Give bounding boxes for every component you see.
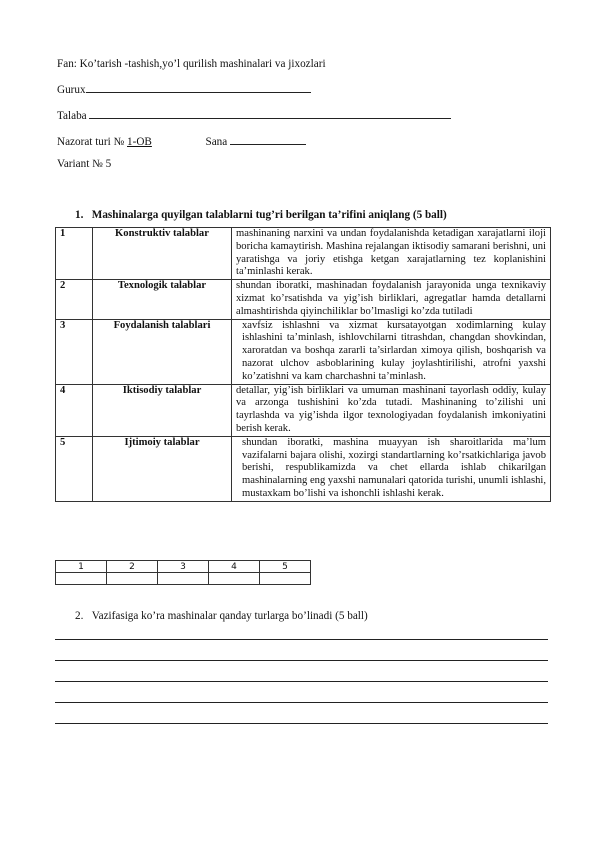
requirement-description: mashinaning narxini va undan foydalanishda ketadigan xarajatlarni iloji boricha kamaytirish. Mashina rejalangan iktisodiy samarani berishni, uni yaratishga va joriy etishga ketgan xarajatlarning tez koplanishini ta’minlashi kerak. bbox=[232, 228, 551, 280]
answer-cell[interactable] bbox=[107, 573, 158, 585]
row-number: 5 bbox=[56, 436, 93, 501]
control-type-label: Nazorat turi № bbox=[57, 136, 125, 148]
date-label: Sana bbox=[205, 136, 228, 148]
table-row bbox=[56, 280, 551, 319]
answer-header-cell: 2 bbox=[107, 561, 158, 573]
answer-cell[interactable] bbox=[209, 573, 260, 585]
answer-header-cell: 5 bbox=[260, 561, 311, 573]
requirement-description: xavfsiz ishlashni va xizmat kursatayotgan xodimlarning kulay ishlashini ta’minlash, ishlovchilarni titrashdan, changdan shovkindan, xaroratdan va boshqa zararli ta’sirlardan ximoya qilish, boshqarish va nazorat ulchov asboblarining kulay joylashtirilishi, atrofni yaxshi ko’zatishni va kam charchashni ta’minlash. bbox=[232, 319, 551, 384]
question-1 bbox=[75, 209, 447, 221]
row-number: 2 bbox=[56, 280, 93, 319]
requirement-name: Konstruktiv talablar bbox=[93, 228, 232, 280]
answer-line[interactable] bbox=[55, 723, 548, 724]
answer-input-row bbox=[56, 573, 311, 585]
answer-cell[interactable] bbox=[158, 573, 209, 585]
requirement-name: Iktisodiy talablar bbox=[93, 384, 232, 436]
variant-line bbox=[57, 158, 111, 170]
answer-table bbox=[55, 560, 311, 585]
student-line bbox=[57, 108, 451, 122]
answer-line[interactable] bbox=[55, 702, 548, 703]
requirement-name: Texnologik talablar bbox=[93, 280, 232, 319]
subject-text: Fan: Ko’tarish -tashish,yo’l qurilish mashinalari va jixozlari bbox=[57, 58, 326, 70]
answer-line[interactable] bbox=[55, 639, 548, 640]
table-row bbox=[56, 436, 551, 501]
table-row bbox=[56, 319, 551, 384]
control-type-value: 1-OB bbox=[127, 136, 152, 148]
requirement-description: detallar, yig’ish birliklari va umuman mashinani tayorlash oddiy, kulay va arzonga tushishini ko’zda tutadi. Mashinaning to’zilishi uni tayrlashda va yig’ishda ilgor texnologiyadan foydalanish imkoniyatini berish kerak. bbox=[232, 384, 551, 436]
variant-text: Variant № 5 bbox=[57, 158, 112, 170]
answer-line[interactable] bbox=[55, 660, 548, 661]
answer-header-cell: 1 bbox=[56, 561, 107, 573]
requirement-name: Foydalanish talablari bbox=[93, 319, 232, 384]
subject-line bbox=[57, 58, 326, 70]
table-row bbox=[56, 384, 551, 436]
answer-cell[interactable] bbox=[260, 573, 311, 585]
requirements-table bbox=[55, 227, 551, 502]
requirement-description: shundan iboratki, mashina muayyan ish sharoitlarida ma’lum vazifalarni bajara olishi, xozirgi standartlarning ko’rsatkichlariga javob berishi, respublikamizda va chet ellarda ishlab chikarilgan mashinalarning eng yaxshi namunalari qatorida turishi, unumli ishlashi, mustaxkam bo’lishi va ishonchli ishlashi kerak. bbox=[232, 436, 551, 501]
group-field[interactable] bbox=[86, 82, 311, 93]
row-number: 3 bbox=[56, 319, 93, 384]
date-field[interactable] bbox=[230, 134, 306, 145]
question-2 bbox=[75, 610, 368, 622]
group-label: Gurux bbox=[57, 84, 86, 96]
requirement-name: Ijtimoiy talablar bbox=[93, 436, 232, 501]
row-number: 1 bbox=[56, 228, 93, 280]
requirement-description: shundan iboratki, mashinadan foydalanish jarayonida unga texnikaviy xizmat ko’rsatishda va yig’ish birliklari, agregatlar hamda detallarni almashtirishda qiyinchiliklar bo’lmasligi ko’zda tutiladi bbox=[232, 280, 551, 319]
answer-line[interactable] bbox=[55, 681, 548, 682]
question-2-number: 2. bbox=[75, 610, 84, 622]
row-number: 4 bbox=[56, 384, 93, 436]
answer-header-cell: 4 bbox=[209, 561, 260, 573]
control-type-line bbox=[57, 134, 306, 148]
question-2-text: Vazifasiga ko’ra mashinalar qanday turlarga bo’linadi (5 ball) bbox=[91, 610, 368, 622]
table-row bbox=[56, 228, 551, 280]
answer-cell[interactable] bbox=[56, 573, 107, 585]
answer-header-row bbox=[56, 561, 311, 573]
question-1-number: 1. bbox=[75, 209, 84, 221]
group-line bbox=[57, 82, 311, 96]
student-field[interactable] bbox=[89, 108, 451, 119]
student-label: Talaba bbox=[57, 110, 87, 122]
question-1-text: Mashinalarga quyilgan talablarni tug’ri berilgan ta’rifini aniqlang (5 ball) bbox=[91, 209, 447, 221]
answer-header-cell: 3 bbox=[158, 561, 209, 573]
